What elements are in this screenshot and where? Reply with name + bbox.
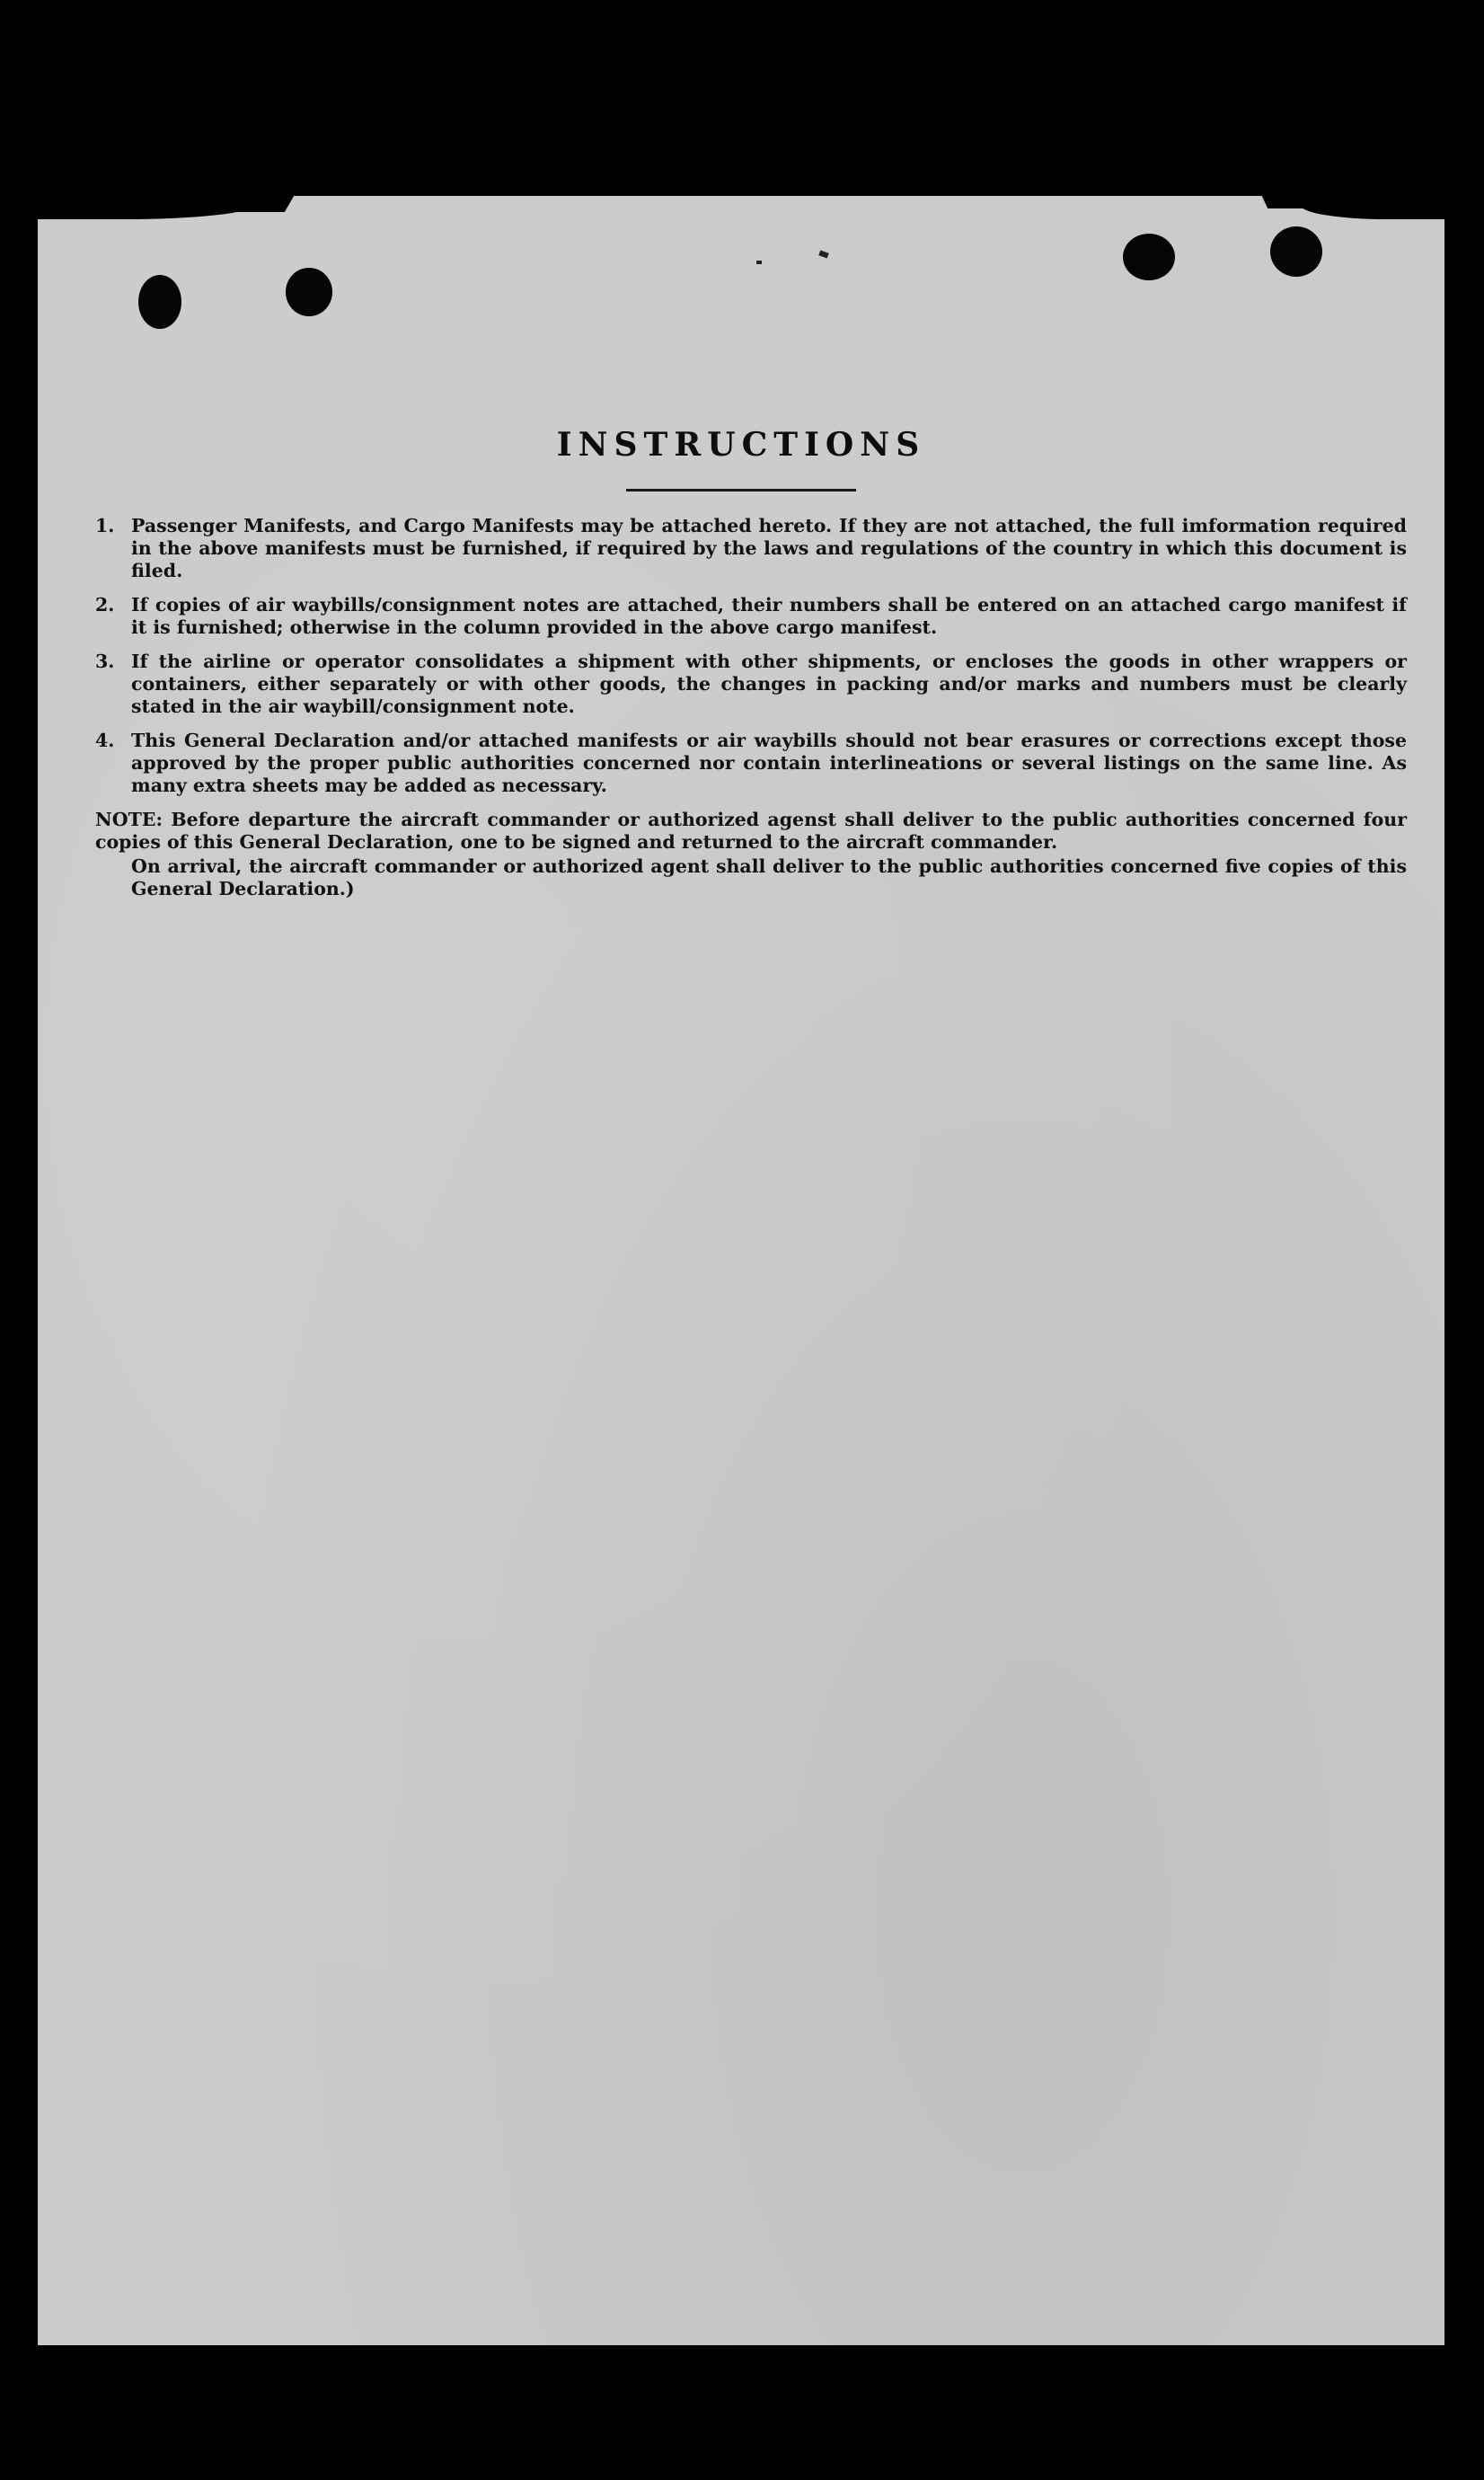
- note-continuation: On arrival, the aircraft commander or authorized agent shall deliver to the public authorities concerned five copies of this General Declaration.): [131, 855, 1407, 899]
- item-number: 2.: [95, 594, 115, 616]
- punch-hole: [138, 275, 181, 329]
- instruction-item: [95, 515, 1407, 582]
- item-text: Passenger Manifests, and Cargo Manifests may be attached hereto. If they are not attached, the full imformation required in the above manifests must be furnished, if required by the laws and regulations of the country in which this document is filed.: [131, 515, 1407, 581]
- note-paragraph: [95, 809, 1407, 854]
- item-number: 4.: [95, 730, 115, 751]
- punch-hole: [286, 268, 332, 316]
- punch-hole: [1123, 234, 1175, 280]
- title-underline: [626, 489, 856, 492]
- note-label: NOTE:: [95, 809, 163, 830]
- document-page: [38, 196, 1444, 2345]
- item-text: If the airline or operator consolidates a shipment with other shipments, or encloses the goods in other wrappers or containers, either separately or with other goods, the changes in packing and/or marks and numbers must be clearly stated in the air waybill/consignment note.: [131, 651, 1407, 717]
- item-number: 3.: [95, 651, 115, 672]
- page-title: INSTRUCTIONS: [556, 426, 926, 464]
- ink-speck: [756, 261, 762, 264]
- torn-edge-left-flap: [213, 196, 294, 212]
- instruction-item: [95, 730, 1407, 797]
- item-text: If copies of air waybills/consignment notes are attached, their numbers shall be entered on an attached cargo manifest if it is furnished; otherwise in the column provided in the above cargo manifest.: [131, 594, 1407, 638]
- note-block: [95, 809, 1407, 900]
- note-text: Before departure the aircraft commander or authorized agenst shall deliver to the public authorities concerned four copies of this General Declaration, one to be signed and returned to the aircraft commander.: [95, 809, 1408, 853]
- ink-speck: [818, 250, 828, 258]
- punch-hole: [1270, 226, 1322, 277]
- item-number: 1.: [95, 515, 115, 536]
- instructions-list: [95, 515, 1407, 900]
- item-text: This General Declaration and/or attached manifests or air waybills should not bear erasures or corrections except those approved by the proper public authorities concerned nor contain interlineations or several listings on the same line. As many extra sheets may be added as necessary.: [131, 730, 1407, 796]
- instruction-item: [95, 594, 1407, 639]
- instruction-item: [95, 651, 1407, 718]
- torn-edge-right-flap: [1262, 196, 1340, 208]
